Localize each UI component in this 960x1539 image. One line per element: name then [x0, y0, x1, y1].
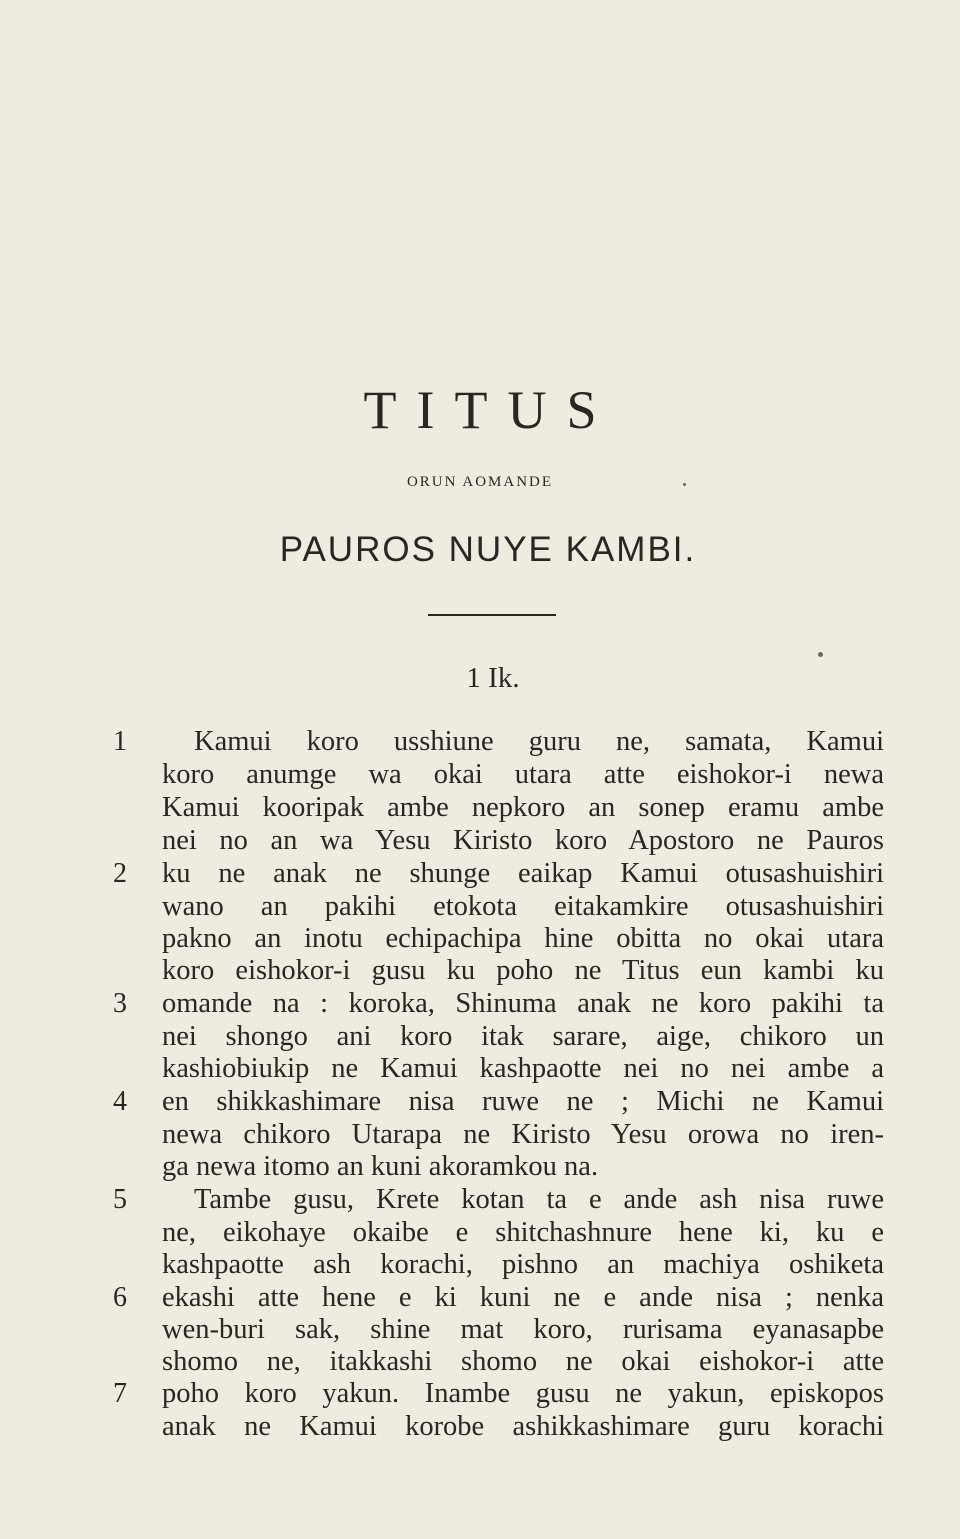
text-line: koro anumge wa okai utara atte eishokor-i newa — [162, 759, 884, 790]
text-line: poho koro yakun. Inambe gusu ne yakun, episkopos — [162, 1378, 884, 1409]
heading-divider — [428, 614, 556, 616]
text-line: kashpaotte ash korachi, pishno an machiya oshiketa — [162, 1249, 884, 1280]
print-speck — [683, 483, 686, 486]
text-line: omande na : koroka, Shinuma anak ne koro pakihi ta — [162, 988, 884, 1019]
verse-number: 3 — [113, 988, 127, 1019]
text-line: wano an pakihi etokota eitakamkire otusashuishiri — [162, 891, 884, 922]
section-heading: PAUROS NUYE KAMBI. — [279, 530, 697, 569]
verse-number: 1 — [113, 726, 127, 757]
verse-number: 4 — [113, 1086, 127, 1117]
text-line: pakno an inotu echipachipa hine obitta no okai utara — [162, 923, 884, 954]
text-line: kashiobiukip ne Kamui kashpaotte nei no nei ambe a — [162, 1053, 884, 1084]
verse-number: 2 — [113, 858, 127, 889]
text-line: en shikkashimare nisa ruwe ne ; Michi ne Kamui — [162, 1086, 884, 1117]
text-line: koro eishokor-i gusu ku poho ne Titus eun kambi ku — [162, 955, 884, 986]
text-line: newa chikoro Utarapa ne Kiristo Yesu orowa no iren- — [162, 1119, 884, 1150]
text-line: Kamui kooripak ambe nepkoro an sonep eramu ambe — [162, 792, 884, 823]
book-subtitle: ORUN AOMANDE — [406, 474, 554, 490]
text-line: Tambe gusu, Krete kotan ta e ande ash nisa ruwe — [194, 1184, 884, 1215]
text-line: nei no an wa Yesu Kiristo koro Apostoro ne Pauros — [162, 825, 884, 856]
verse-number: 6 — [113, 1282, 127, 1313]
chapter-heading: 1 Ik. — [466, 662, 520, 694]
text-line: ne, eikohaye okaibe e shitchashnure hene ki, ku e — [162, 1217, 884, 1248]
text-line: Kamui koro usshiune guru ne, samata, Kamui — [194, 726, 884, 757]
text-line: shomo ne, itakkashi shomo ne okai eishokor-i atte — [162, 1346, 884, 1377]
print-speck — [818, 652, 823, 657]
verse-number: 7 — [113, 1378, 127, 1409]
text-line: ku ne anak ne shunge eaikap Kamui otusashuishiri — [162, 858, 884, 889]
text-line: ekashi atte hene e ki kuni ne e ande nisa ; nenka — [162, 1282, 884, 1313]
text-line: nei shongo ani koro itak sarare, aige, chikoro un — [162, 1021, 884, 1052]
text-line: ga newa itomo an kuni akoramkou na. — [162, 1151, 599, 1182]
verse-number: 5 — [113, 1184, 127, 1215]
text-line: anak ne Kamui korobe ashikkashimare guru korachi — [162, 1411, 884, 1442]
text-line: wen-buri sak, shine mat koro, rurisama eyanasapbe — [162, 1314, 884, 1345]
book-title: TITUS — [363, 380, 617, 440]
